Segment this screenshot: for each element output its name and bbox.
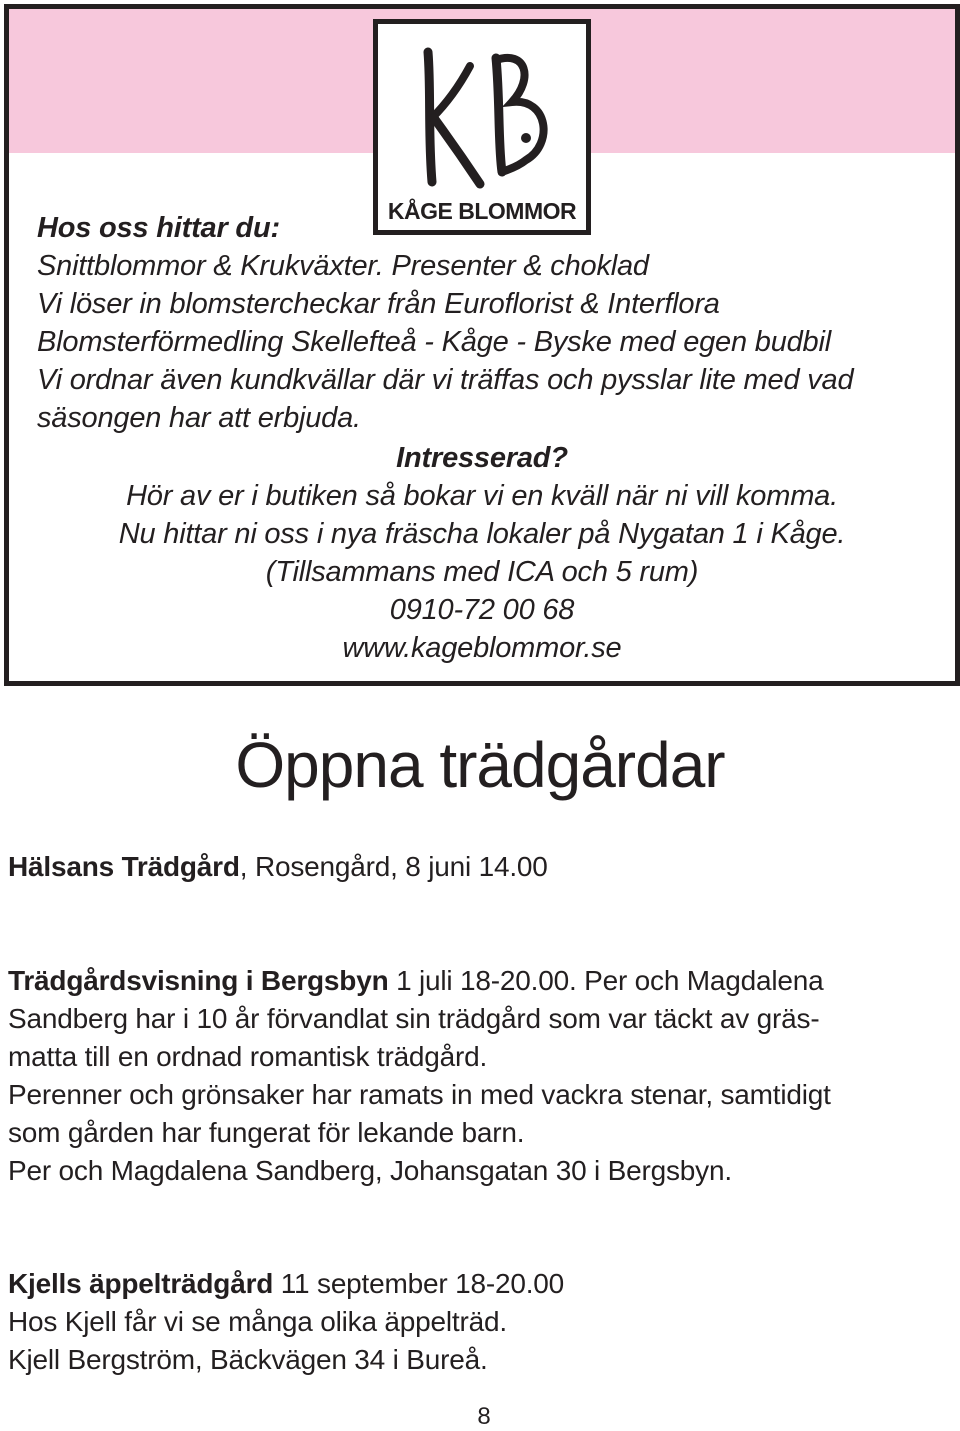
ad-description bbox=[37, 209, 947, 437]
event-detail: 11 september 18-20.00 bbox=[273, 1268, 565, 1299]
event-text-line: Kjell Bergström, Bäckvägen 34 i Bureå. bbox=[8, 1344, 488, 1375]
ad-contact-line: Hör av er i butiken så bokar vi en kväll när ni vill komma. bbox=[126, 480, 838, 512]
page-number: 8 bbox=[477, 1403, 491, 1430]
ad-question: Intresserad? bbox=[396, 442, 568, 474]
ad-line: Snittblommor & Krukväxter. Presenter & choklad bbox=[37, 250, 649, 282]
event-name: Kjells äppelträdgård bbox=[8, 1268, 274, 1299]
advertisement-box bbox=[4, 4, 960, 686]
ad-phone: 0910-72 00 68 bbox=[389, 594, 575, 626]
event-text-line: som gården har fungerat för lekande barn. bbox=[8, 1117, 525, 1148]
kb-monogram-icon bbox=[398, 44, 566, 194]
event-text-line: matta till en ordnad romantisk trädgård. bbox=[8, 1041, 488, 1072]
event-text-line: Perenner och grönsaker har ramats in med vackra stenar, samtidigt bbox=[8, 1079, 831, 1110]
page-title: Öppna trädgårdar bbox=[235, 729, 725, 801]
kage-blommor-logo bbox=[373, 19, 591, 235]
ad-contact-line: (Tillsammans med ICA och 5 rum) bbox=[265, 556, 699, 588]
event-tradgardsvisning bbox=[8, 962, 948, 1190]
event-text-line: Sandberg har i 10 år förvandlat sin trädgård som var täckt av gräs- bbox=[8, 1003, 820, 1034]
event-name: Hälsans Trädgård bbox=[8, 851, 240, 882]
ad-contact-line: Nu hittar ni oss i nya fräscha lokaler på Nygatan 1 i Kåge. bbox=[118, 518, 846, 550]
ad-line: Vi ordnar även kundkvällar där vi träffas och pysslar lite med vad bbox=[37, 364, 854, 396]
event-detail: 1 juli 18-20.00. Per och Magdalena bbox=[388, 965, 824, 996]
event-kjells-appeltradgard bbox=[8, 1265, 948, 1379]
ad-line: säsongen har att erbjuda. bbox=[37, 402, 361, 434]
event-detail: , Rosengård, 8 juni 14.00 bbox=[239, 851, 548, 882]
ad-heading: Hos oss hittar du: bbox=[37, 212, 280, 244]
ad-contact-block bbox=[9, 439, 955, 667]
event-halsans-tradgard bbox=[8, 848, 948, 886]
ad-line: Blomsterförmedling Skellefteå - Kåge - Byske med egen budbil bbox=[37, 326, 831, 358]
event-text-line: Per och Magdalena Sandberg, Johansgatan 30 i Bergsbyn. bbox=[8, 1155, 732, 1186]
event-name: Trädgårdsvisning i Bergsbyn bbox=[8, 965, 389, 996]
event-text-line: Hos Kjell får vi se många olika äppelträd. bbox=[8, 1306, 507, 1337]
ad-line: Vi löser in blomstercheckar från Euroflorist & Interflora bbox=[37, 288, 720, 320]
logo-caption: KÅGE BLOMMOR bbox=[387, 198, 577, 224]
ad-website: www.kageblommor.se bbox=[342, 632, 622, 664]
